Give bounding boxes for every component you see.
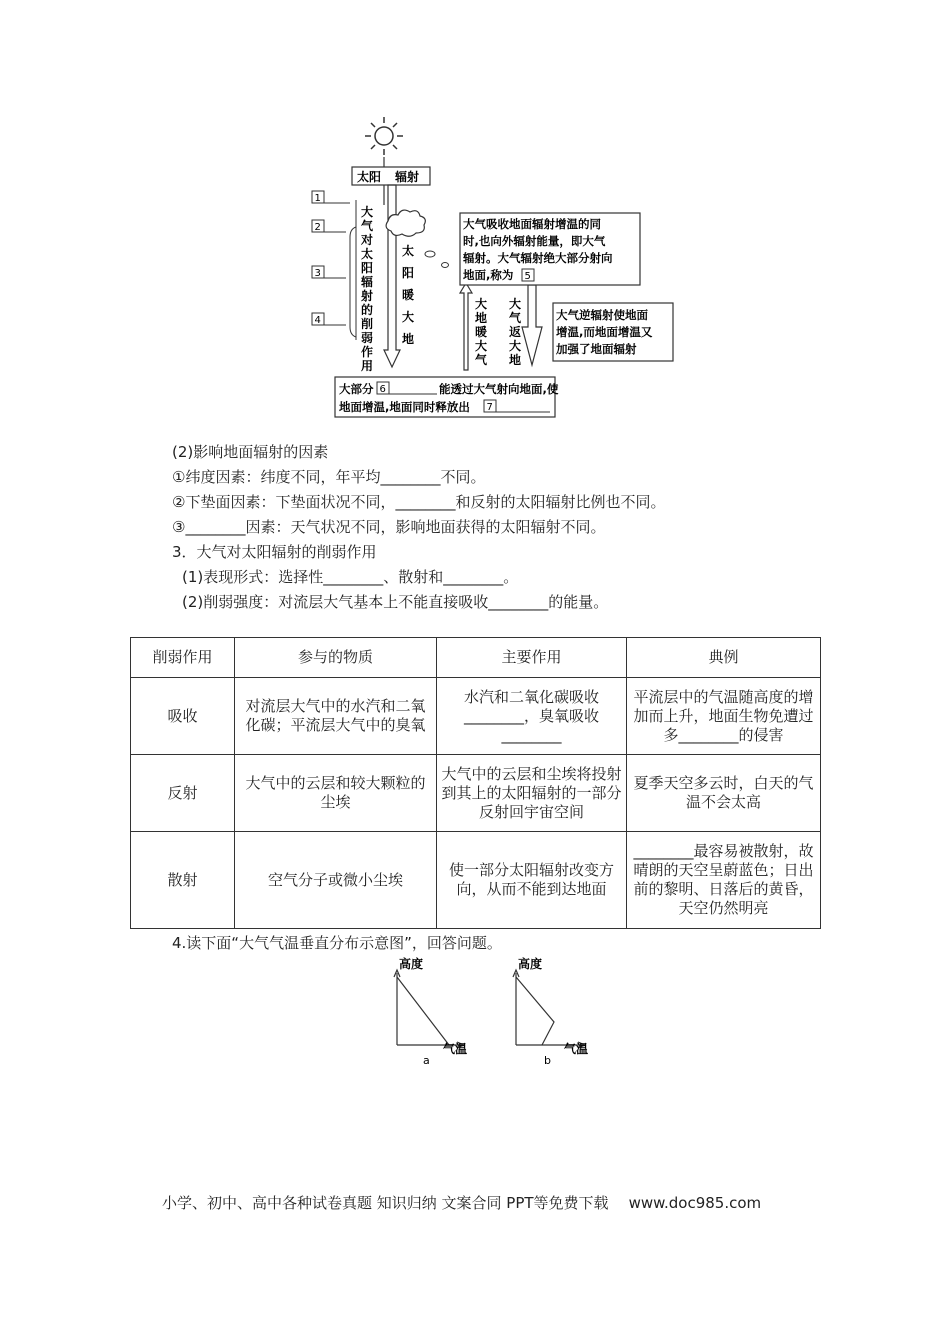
- svg-text:能透过大气射向地面,使: 能透过大气射向地面,使: [439, 382, 559, 396]
- svg-text:7: 7: [486, 402, 493, 413]
- svg-text:太: 太: [361, 247, 374, 261]
- svg-text:太: 太: [402, 244, 415, 258]
- header-cell: 主要作用: [437, 638, 627, 678]
- factor-heading: (2)影响地面辐射的因素: [172, 443, 329, 461]
- table-row: 吸收 对流层大气中的水汽和二氧化碳；平流层大气中的臭氧 水汽和二氧化碳吸收________，臭氧吸收________ 平流层中的气温随高度的增加而上升，地面生物免遭过多________的侵害: [131, 678, 821, 755]
- weather-factor: ③________因素：天气状况不同，影响地面获得的太阳辐射不同。: [172, 518, 606, 536]
- question-4: 4.读下面“大气气温垂直分布示意图”，回答问题。: [172, 934, 502, 952]
- svg-text:高度: 高度: [399, 957, 424, 971]
- temperature-figure-b: [506, 955, 606, 1067]
- svg-text:气: 气: [361, 219, 374, 233]
- temperature-figure-a: [385, 955, 485, 1067]
- svg-text:暖: 暖: [402, 288, 415, 302]
- sun-warms-earth-text: [402, 243, 414, 346]
- svg-text:大: 大: [475, 297, 488, 311]
- sun-warms-earth-arrow: [384, 185, 400, 367]
- svg-text:阳: 阳: [402, 266, 415, 280]
- footer: [162, 1192, 761, 1213]
- section-3-heading: 3．大气对太阳辐射的削弱作用: [172, 543, 377, 561]
- latitude-factor: ①纬度因素：纬度不同，年平均________不同。: [172, 468, 486, 486]
- table-header-row: [131, 638, 821, 678]
- svg-text:大气吸收地面辐射增温的同: 大气吸收地面辐射增温的同: [463, 217, 601, 231]
- svg-text:气温: 气温: [443, 1042, 468, 1056]
- svg-text:气温: 气温: [564, 1042, 589, 1056]
- svg-text:地: 地: [402, 332, 415, 346]
- weaken-vertical-text: [360, 204, 374, 373]
- svg-text:b: b: [544, 1054, 551, 1067]
- table-row: 散射 空气分子或微小尘埃 使一部分太阳辐射改变方向，从而不能到达地面 ________最容易被散射，故晴朗的天空呈蔚蓝色；日出前的黎明、日落后的黄昏，天空仍然明亮: [131, 832, 821, 929]
- svg-text:气: 气: [509, 311, 522, 325]
- earth-warms-atm-text: [475, 296, 488, 367]
- svg-text:2: 2: [314, 222, 321, 233]
- svg-text:3: 3: [314, 268, 321, 279]
- surface-factor: ②下垫面因素：下垫面状况不同，________和反射的太阳辐射比例也不同。: [172, 493, 666, 511]
- svg-text:时,也向外辐射能量，即大气: 时,也向外辐射能量，即大气: [463, 234, 606, 248]
- sun-label: 太阳: [357, 170, 382, 184]
- svg-text:对: 对: [361, 233, 374, 247]
- sun-icon: [365, 117, 403, 155]
- svg-text:地面增温,地面同时释放出: 地面增温,地面同时释放出: [339, 400, 470, 414]
- svg-text:大: 大: [509, 297, 522, 311]
- svg-text:削: 削: [361, 317, 374, 331]
- svg-text:的: 的: [361, 303, 374, 317]
- counter-radiation-arrow: [522, 285, 542, 365]
- header-cell: 典例: [627, 638, 821, 678]
- footer-url[interactable]: www.doc985.com: [628, 1194, 762, 1212]
- svg-text:地面,称为: 地面,称为: [463, 268, 514, 282]
- svg-text:大: 大: [402, 310, 415, 324]
- form-line: (1)表现形式：选择性________、散射和________。: [182, 568, 519, 586]
- svg-text:1: 1: [314, 193, 321, 204]
- svg-text:大气逆辐射使地面: 大气逆辐射使地面: [556, 308, 648, 322]
- earth-warms-atm-arrow: [460, 283, 472, 370]
- svg-text:地: 地: [475, 311, 488, 325]
- svg-text:大: 大: [475, 339, 488, 353]
- svg-text:5: 5: [524, 271, 531, 282]
- intensity-line: (2)削弱强度：对流层大气基本上不能直接吸收________的能量。: [182, 593, 609, 611]
- svg-text:增温,而地面增温又: 增温,而地面增温又: [556, 325, 653, 339]
- table-row: 反射 大气中的云层和较大颗粒的尘埃 大气中的云层和尘埃将投射到其上的太阳辐射的一部分反射回宇宙空间 夏季天空多云时，白天的气温不会太高: [131, 755, 821, 832]
- atm-returns-earth-text: [509, 296, 522, 367]
- svg-text:阳: 阳: [361, 261, 374, 275]
- svg-text:暖: 暖: [475, 325, 488, 339]
- svg-text:作: 作: [361, 345, 374, 359]
- svg-text:加强了地面辐射: 加强了地面辐射: [556, 342, 637, 356]
- cloud-icon: [386, 210, 425, 236]
- svg-text:大部分: 大部分: [339, 382, 374, 396]
- svg-text:辐: 辐: [361, 275, 374, 289]
- svg-text:地: 地: [509, 353, 522, 367]
- svg-text:用: 用: [361, 359, 374, 373]
- svg-text:大: 大: [509, 339, 522, 353]
- svg-text:6: 6: [379, 384, 386, 395]
- svg-text:返: 返: [509, 325, 522, 339]
- svg-text:高度: 高度: [518, 957, 543, 971]
- weakening-table: [130, 637, 821, 929]
- svg-text:大: 大: [361, 205, 374, 219]
- svg-text:4: 4: [314, 315, 321, 326]
- svg-text:弱: 弱: [361, 331, 374, 345]
- header-cell: 参与的物质: [235, 638, 437, 678]
- header-cell: 削弱作用: [131, 638, 235, 678]
- svg-text:辐射。大气辐射绝大部分射向: 辐射。大气辐射绝大部分射向: [463, 251, 613, 265]
- svg-text:a: a: [423, 1054, 430, 1067]
- svg-text:气: 气: [475, 353, 488, 367]
- footer-text: 小学、初中、高中各种试卷真题 知识归纳 文案合同 PPT等免费下载: [162, 1194, 609, 1212]
- svg-text:射: 射: [361, 289, 374, 303]
- radiation-label: 辐射: [395, 170, 420, 184]
- radiation-diagram: [300, 115, 680, 420]
